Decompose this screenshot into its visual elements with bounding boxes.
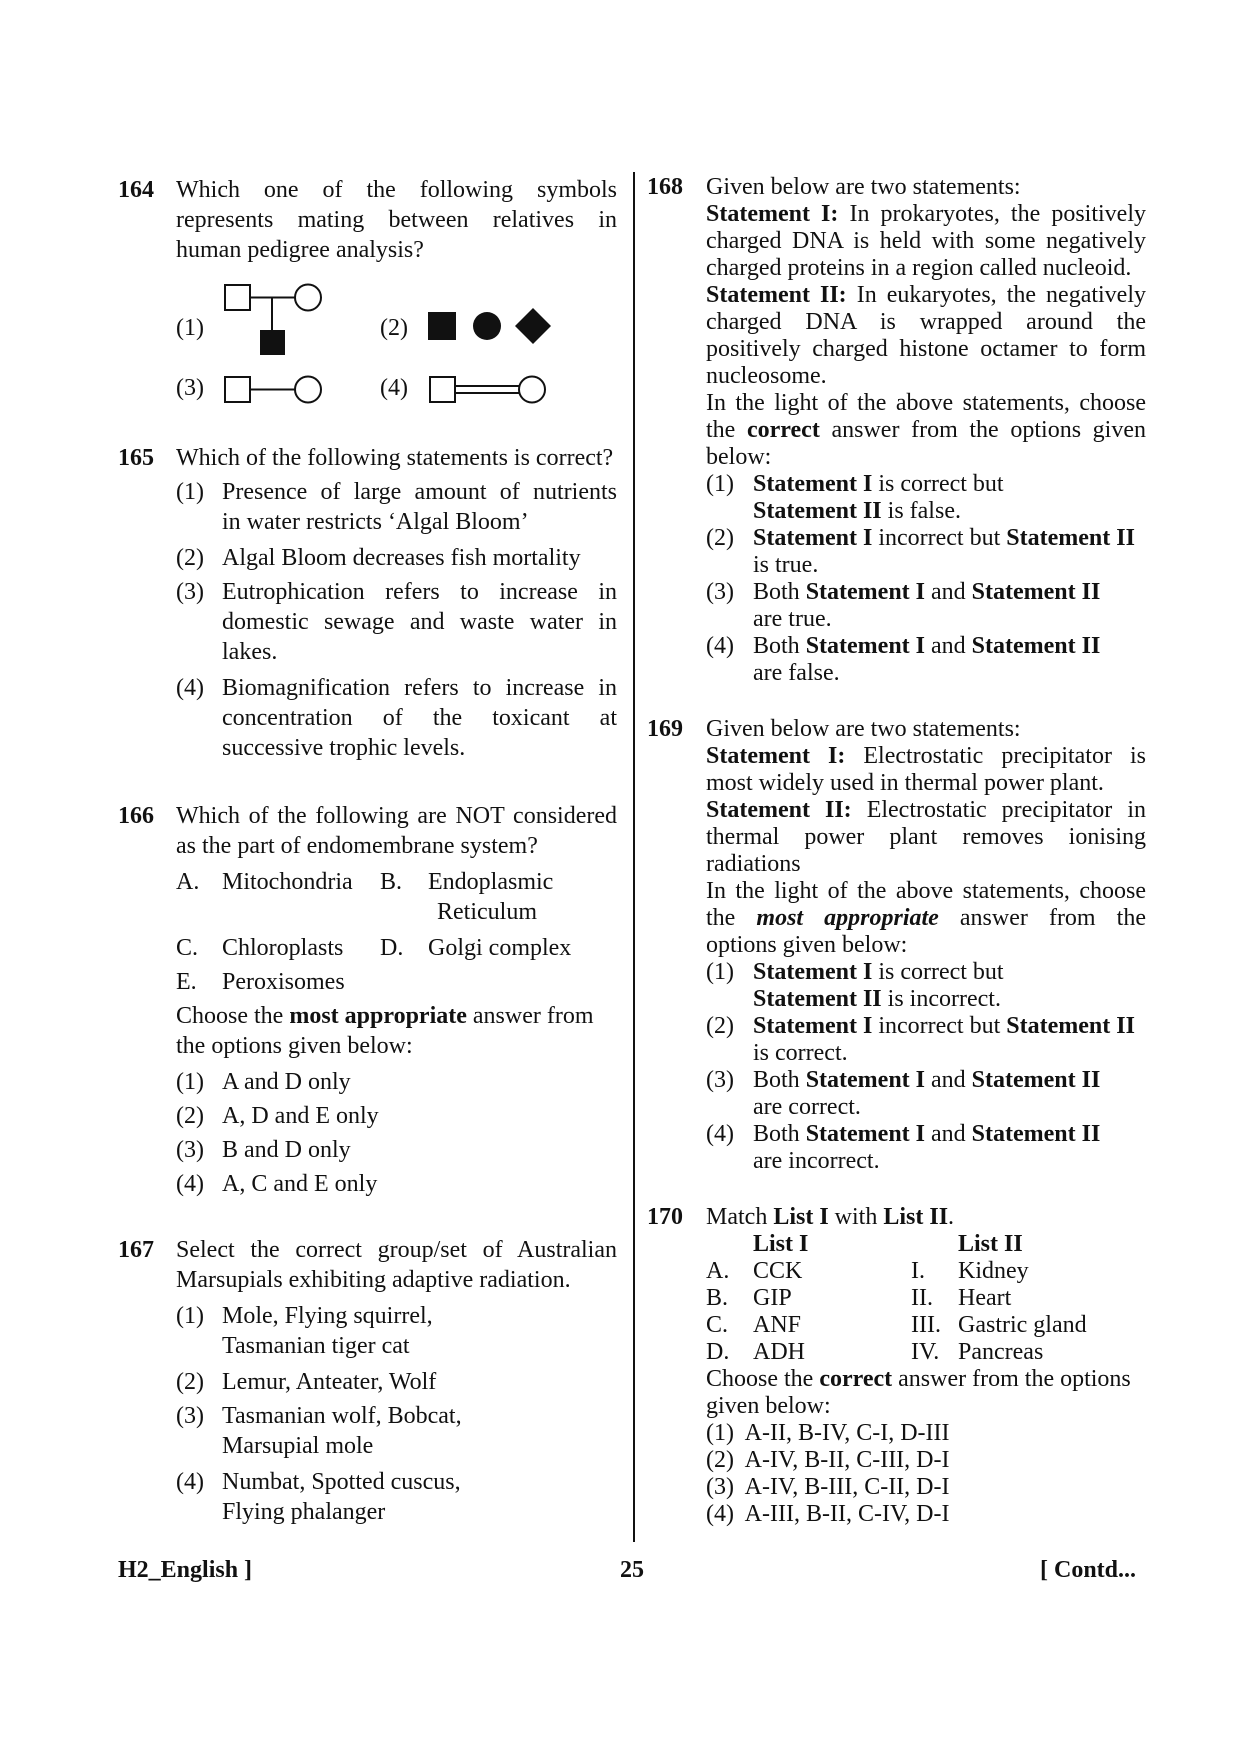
list-item: ANF <box>753 1312 802 1338</box>
option-text: A, D and E only <box>222 1103 379 1129</box>
option-text: are correct. <box>753 1094 861 1120</box>
option-number: (3) <box>706 1067 734 1093</box>
option-text: Tasmanian wolf, Bobcat, <box>222 1403 462 1429</box>
option-number: (2) <box>706 1013 734 1039</box>
option-text: lakes. <box>222 639 278 665</box>
option-text: A and D only <box>222 1069 351 1095</box>
list-label: I. <box>911 1258 925 1284</box>
list-label: IV. <box>911 1339 940 1365</box>
question-text: Marsupials exhibiting adaptive radiation. <box>176 1267 571 1293</box>
option-number: (2) <box>176 1103 204 1129</box>
option-text: Both Statement I and Statement II <box>753 579 1101 605</box>
option-text: Biomagnification refers to increase in <box>222 675 617 701</box>
option-number: (1) <box>176 479 204 505</box>
option-text: concentration of the toxicant at <box>222 705 617 731</box>
statement-text: Statement II: In eukaryotes, the negatively <box>706 282 1147 308</box>
option-text: is true. <box>753 552 819 578</box>
instruction-text: the most appropriate answer from the <box>706 905 1146 931</box>
instruction-text: In the light of the above statements, choose <box>706 390 1146 416</box>
item-text: Endoplasmic <box>428 869 554 895</box>
option-text: Numbat, Spotted cuscus, <box>222 1469 461 1495</box>
item-text: Golgi complex <box>428 935 572 961</box>
question-text: Which of the following statements is correct? <box>176 445 614 471</box>
option-number: (2) <box>380 315 408 341</box>
pedigree-mating-icon <box>220 374 340 406</box>
instruction-text: In the light of the above statements, choose <box>706 878 1146 904</box>
statement-text: nucleosome. <box>706 363 827 389</box>
option-text: A, C and E only <box>222 1171 378 1197</box>
list-item: GIP <box>753 1285 792 1311</box>
option-number: (4) <box>706 1121 734 1147</box>
list-item: CCK <box>753 1258 803 1284</box>
option-number: (4) <box>176 1171 204 1197</box>
question-number: 167 <box>118 1237 154 1263</box>
question-text: Which one of the following symbols <box>176 177 617 203</box>
option-text: successive trophic levels. <box>222 735 466 761</box>
list-item: Kidney <box>958 1258 1029 1284</box>
statement-text: radiations <box>706 851 801 877</box>
option-text: Statement II is false. <box>753 498 961 524</box>
statement-text: most widely used in thermal power plant. <box>706 770 1104 796</box>
option-number: (1) <box>176 1303 204 1329</box>
option-number: (4) <box>176 1469 204 1495</box>
list-label: B. <box>706 1285 729 1311</box>
question-number: 170 <box>647 1204 683 1230</box>
page-number: 25 <box>620 1557 644 1583</box>
question-text: represents mating between relatives in <box>176 207 617 233</box>
option-number: (4) <box>176 675 204 701</box>
option-number: (3) <box>176 375 204 401</box>
question-text: Given below are two statements: <box>706 716 1021 742</box>
question-number: 165 <box>118 445 154 471</box>
question-text: as the part of endomembrane system? <box>176 833 538 859</box>
option-text: Tasmanian tiger cat <box>222 1333 410 1359</box>
list-item: Heart <box>958 1285 1012 1311</box>
instruction-text: given below: <box>706 1393 831 1419</box>
pedigree-consanguineous-family-icon <box>220 280 340 360</box>
option-text: (1) A-II, B-IV, C-I, D-III <box>706 1420 950 1446</box>
list-label: III. <box>911 1312 941 1338</box>
instruction-text: the correct answer from the options given <box>706 417 1147 443</box>
instruction-text: below: <box>706 444 772 470</box>
column-divider <box>633 172 635 1542</box>
item-text: Peroxisomes <box>222 969 345 995</box>
continued-label: [ Contd... <box>1040 1557 1137 1583</box>
statement-text: charged DNA is wrapped around the <box>706 309 1146 335</box>
option-text: Both Statement I and Statement II <box>753 1067 1101 1093</box>
question-text: human pedigree analysis? <box>176 237 424 263</box>
list-label: C. <box>706 1312 729 1338</box>
list-item: Pancreas <box>958 1339 1044 1365</box>
option-text: B and D only <box>222 1137 351 1163</box>
option-text: in water restricts ‘Algal Bloom’ <box>222 509 529 535</box>
option-number: (4) <box>706 633 734 659</box>
paper-code: H2_English ] <box>118 1557 253 1583</box>
list-header: List II <box>958 1231 1023 1257</box>
option-text: Statement I incorrect but Statement II <box>753 1013 1135 1039</box>
option-text: Statement II is incorrect. <box>753 986 1001 1012</box>
option-text: is correct. <box>753 1040 848 1066</box>
item-label: B. <box>380 869 403 895</box>
option-number: (2) <box>176 1369 204 1395</box>
statement-text: charged DNA is held with some negatively <box>706 228 1146 254</box>
item-label: C. <box>176 935 199 961</box>
item-label: A. <box>176 869 200 895</box>
option-text: (3) A-IV, B-III, C-II, D-I <box>706 1474 950 1500</box>
statement-text: Statement I: In prokaryotes, the positively <box>706 201 1146 227</box>
pedigree-affected-individuals-icon <box>425 308 565 348</box>
question-number: 164 <box>118 177 154 203</box>
option-text: Presence of large amount of nutrients <box>222 479 617 505</box>
option-number: (1) <box>176 315 204 341</box>
question-text: Select the correct group/set of Australian <box>176 1237 617 1263</box>
instruction-text: options given below: <box>706 932 908 958</box>
option-number: (1) <box>706 471 734 497</box>
option-number: (3) <box>176 1403 204 1429</box>
question-text: Which of the following are NOT considered <box>176 803 617 829</box>
option-number: (3) <box>176 1137 204 1163</box>
option-text: are incorrect. <box>753 1148 880 1174</box>
list-item: Gastric gland <box>958 1312 1087 1338</box>
option-text: Marsupial mole <box>222 1433 374 1459</box>
statement-text: Statement I: Electrostatic precipitator is <box>706 743 1146 769</box>
question-text: Given below are two statements: <box>706 174 1021 200</box>
option-number: (4) <box>380 375 408 401</box>
option-number: (1) <box>176 1069 204 1095</box>
question-text: Match List I with List II. <box>706 1204 955 1230</box>
statement-text: positively charged histone octamer to form <box>706 336 1146 362</box>
option-text: Mole, Flying squirrel, <box>222 1303 433 1329</box>
option-text: (4) A-III, B-II, C-IV, D-I <box>706 1501 950 1527</box>
item-text: Mitochondria <box>222 869 353 895</box>
option-text: are true. <box>753 606 832 632</box>
list-header: List I <box>753 1231 809 1257</box>
statement-text: thermal power plant removes ionising <box>706 824 1146 850</box>
instruction-text: the options given below: <box>176 1033 413 1059</box>
item-label: D. <box>380 935 404 961</box>
question-number: 166 <box>118 803 154 829</box>
instruction-text: Choose the most appropriate answer from <box>176 1003 594 1029</box>
option-text: Both Statement I and Statement II <box>753 633 1101 659</box>
pedigree-consanguineous-mating-icon <box>425 374 555 406</box>
option-number: (1) <box>706 959 734 985</box>
list-label: A. <box>706 1258 730 1284</box>
question-number: 169 <box>647 716 683 742</box>
option-text: (2) A-IV, B-II, C-III, D-I <box>706 1447 950 1473</box>
option-text: Statement I incorrect but Statement II <box>753 525 1135 551</box>
item-label: E. <box>176 969 197 995</box>
option-number: (2) <box>706 525 734 551</box>
option-text: Statement I is correct but <box>753 959 1004 985</box>
statement-text: charged proteins in a region called nucleoid. <box>706 255 1132 281</box>
list-item: ADH <box>753 1339 805 1365</box>
option-text: are false. <box>753 660 840 686</box>
list-label: II. <box>911 1285 933 1311</box>
option-text: domestic sewage and waste water in <box>222 609 617 635</box>
item-text: Chloroplasts <box>222 935 344 961</box>
list-label: D. <box>706 1339 730 1365</box>
item-text: Reticulum <box>437 899 537 925</box>
instruction-text: Choose the correct answer from the options <box>706 1366 1131 1392</box>
option-text: Algal Bloom decreases fish mortality <box>222 545 581 571</box>
option-number: (2) <box>176 545 204 571</box>
option-text: Eutrophication refers to increase in <box>222 579 617 605</box>
option-text: Lemur, Anteater, Wolf <box>222 1369 437 1395</box>
option-text: Flying phalanger <box>222 1499 386 1525</box>
option-number: (3) <box>706 579 734 605</box>
statement-text: Statement II: Electrostatic precipitator in <box>706 797 1146 823</box>
question-number: 168 <box>647 174 683 200</box>
option-text: Statement I is correct but <box>753 471 1004 497</box>
option-text: Both Statement I and Statement II <box>753 1121 1101 1147</box>
option-number: (3) <box>176 579 204 605</box>
